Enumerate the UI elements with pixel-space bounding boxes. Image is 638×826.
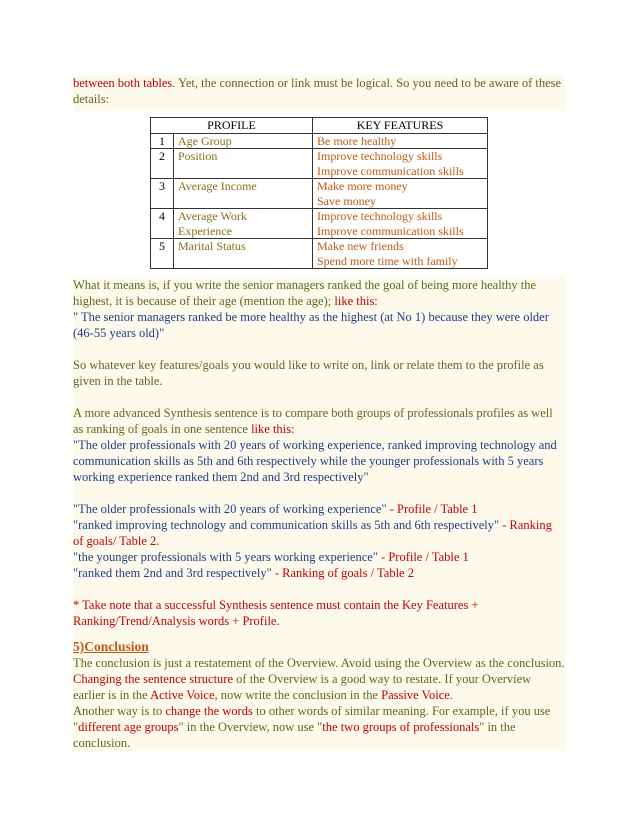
text: " in the Overview, now use "	[178, 720, 323, 734]
row-features: Make more money Save money	[313, 179, 488, 209]
advanced-quote: "The older professionals with 20 years of working experience, ranked improving technology and communication skills as 5th and 6th respectively while the younger professionals with 5 years working experience ranked them 2nd and 3rd respectively"	[73, 438, 557, 484]
highlight: change the words	[165, 704, 253, 718]
breakdown-quote: "ranked improving technology and communication skills as 5th and 6th respectively"	[73, 518, 500, 532]
table-header-row	[151, 118, 488, 134]
breakdown-tag: - Profile / Table 1	[377, 550, 469, 564]
paragraph-link-relate: So whatever key features/goals you would like to write on, link or relate them to the profile as given in the table.	[73, 358, 544, 388]
table-row	[151, 149, 488, 179]
paragraph-advanced	[73, 405, 565, 485]
text: .	[449, 688, 453, 702]
row-number: 4	[151, 209, 174, 239]
highlight: Active Voice	[150, 688, 215, 702]
text: Another way is to	[73, 704, 166, 718]
breakdown-quote: "The older professionals with 20 years of working experience"	[73, 502, 387, 516]
intro-highlight: between both tables	[73, 76, 173, 90]
example-quote: " The senior managers ranked be more healthy as the highest (at No 1) because they were older (46-55 years old)"	[73, 310, 549, 340]
breakdown-quote: "ranked them 2nd and 3rd respectively"	[73, 566, 272, 580]
row-number: 1	[151, 133, 174, 149]
highlight: different age groups	[78, 720, 179, 734]
row-number: 3	[151, 179, 174, 209]
row-profile: Marital Status	[174, 239, 313, 269]
breakdown-tag: - Profile / Table 1	[386, 502, 478, 516]
advanced-text: A more advanced Synthesis sentence is to compare both groups of professionals profiles as well as ranking of goals in one sentence	[73, 406, 553, 436]
row-number: 2	[151, 149, 174, 179]
header-key-features: KEY FEATURES	[313, 118, 488, 134]
breakdown-tag: - Ranking of goals / Table 2	[271, 566, 414, 580]
text: , now write the conclusion in the	[214, 688, 382, 702]
take-note: * Take note that a successful Synthesis sentence must contain the Key Features + Ranking/Trend/Analysis words + Profile.	[73, 598, 479, 628]
intro-paragraph	[73, 75, 565, 111]
row-profile: Position	[174, 149, 313, 179]
row-features: Improve technology skills Improve communication skills	[313, 209, 488, 239]
breakdown-4	[73, 565, 565, 581]
table-row	[151, 209, 488, 239]
conclusion-heading: 5)Conclusion	[73, 639, 149, 654]
text: of the Overview is a good way to restate. If your Overview earlier is in the	[73, 672, 532, 702]
row-features: Improve technology skills Improve communication skills	[313, 149, 488, 179]
conclusion-line-1: The conclusion is just a restatement of the Overview. Avoid using the Overview as the conclusion.	[73, 656, 565, 670]
profile-table	[150, 117, 488, 269]
breakdown-quote: "the younger professionals with 5 years working experience"	[73, 550, 378, 564]
header-profile: PROFILE	[151, 118, 313, 134]
row-profile: Age Group	[174, 133, 313, 149]
highlight: the two groups of professionals	[322, 720, 480, 734]
like-this-label: like this:	[334, 294, 378, 308]
text: to other words of similar meaning. For example, if you use "	[73, 704, 551, 734]
row-number: 5	[151, 239, 174, 269]
conclusion-line-3	[73, 703, 565, 751]
conclusion-line-2	[73, 671, 565, 703]
row-profile: Average Work Experience	[174, 209, 313, 239]
intro-text: . Yet, the connection or link must be logical. So you need to be aware of these details:	[73, 76, 562, 106]
meaning-text: What it means is, if you write the senior managers ranked the goal of being more healthy the highest, it is because of their age (mention the age);	[73, 278, 537, 308]
text: " in the conclusion.	[73, 720, 516, 750]
body-section	[73, 277, 565, 751]
table-row	[151, 239, 488, 269]
breakdown-2	[73, 517, 565, 549]
row-features: Make new friends Spend more time with family	[313, 239, 488, 269]
row-features: Be more healthy	[313, 133, 488, 149]
highlight: Passive Voice	[381, 688, 450, 702]
breakdown-1	[73, 501, 565, 517]
breakdown-3	[73, 549, 565, 565]
table-row	[151, 133, 488, 149]
table-row	[151, 179, 488, 209]
like-this-label: like this:	[251, 422, 295, 436]
paragraph-meaning	[73, 277, 565, 341]
breakdown-tag: - Ranking of goals/ Table 2.	[73, 518, 552, 548]
highlight: Changing the sentence structure	[73, 672, 234, 686]
row-profile: Average Income	[174, 179, 313, 209]
